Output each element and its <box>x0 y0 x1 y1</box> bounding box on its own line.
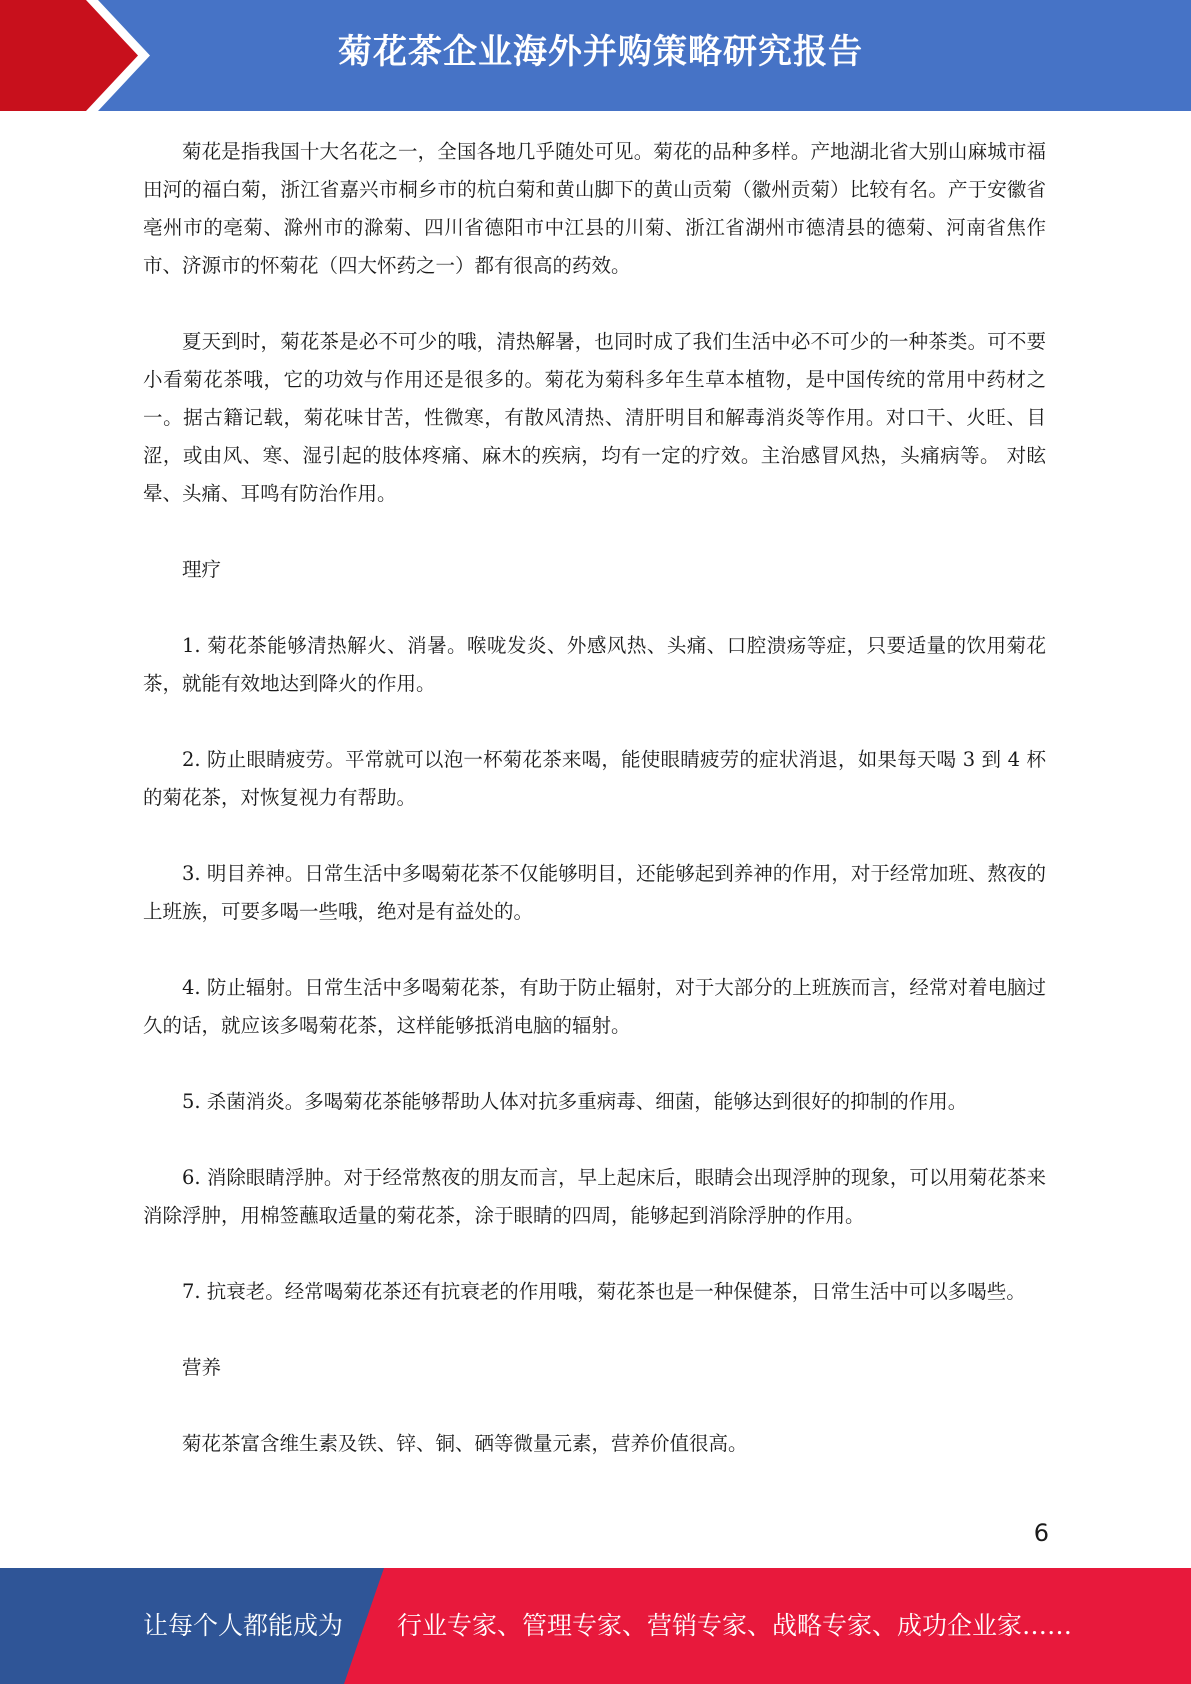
paragraph-summer: 夏天到时，菊花茶是必不可少的哦，清热解暑，也同时成了我们生活中必不可少的一种茶类。可不要小看菊花茶哦，它的功效与作用还是很多的。菊花为菊科多年生草本植物，是中国传统的常用中药材之一。据古籍记载，菊花味甘苦，性微寒，有散风清热、清肝明目和解毒消炎等作用。对口干、火旺、目涩，或由风、寒、湿引起的肢体疼痛、麻木的疾病，均有一定的疗效。主治感冒风热，头痛病等。 对眩晕、头痛、耳鸣有防治作用。 <box>143 330 1046 505</box>
list-item-1: 1. 菊花茶能够清热解火、消暑。喉咙发炎、外感风热、头痛、口腔溃疡等症，只要适量的饮用菊花茶，就能有效地达到降火的作用。 <box>143 634 1046 695</box>
document-body <box>143 133 1046 1501</box>
paragraph-intro: 菊花是指我国十大名花之一，全国各地几乎随处可见。菊花的品种多样。产地湖北省大别山麻城市福田河的福白菊，浙江省嘉兴市桐乡市的杭白菊和黄山脚下的黄山贡菊（徽州贡菊）比较有名。产于安徽省亳州市的亳菊、滁州市的滁菊、四川省德阳市中江县的川菊、浙江省湖州市德清县的德菊、河南省焦作市、济源市的怀菊花（四大怀药之一）都有很高的药效。 <box>143 140 1046 277</box>
section-heading-nutrition: 营养 <box>182 1356 222 1379</box>
paragraph-nutrition: 菊花茶富含维生素及铁、锌、铜、硒等微量元素，营养价值很高。 <box>182 1432 748 1455</box>
footer-band <box>0 1568 1191 1684</box>
footer-slogan-left: 让每个人都能成为 <box>143 1611 344 1640</box>
list-item-2: 2. 防止眼睛疲劳。平常就可以泡一杯菊花茶来喝，能使眼睛疲劳的症状消退，如果每天喝 3 到 4 杯的菊花茶，对恢复视力有帮助。 <box>143 748 1046 809</box>
page-number: 6 <box>1033 1519 1049 1547</box>
footer-slogan-right: 行业专家、管理专家、营销专家、战略专家、成功企业家…… <box>397 1611 1073 1640</box>
list-item-3: 3. 明目养神。日常生活中多喝菊花茶不仅能够明目，还能够起到养神的作用，对于经常加班、熬夜的上班族，可要多喝一些哦，绝对是有益处的。 <box>143 862 1046 923</box>
list-item-6: 6. 消除眼睛浮肿。对于经常熬夜的朋友而言，早上起床后，眼睛会出现浮肿的现象，可以用菊花茶来消除浮肿，用棉签蘸取适量的菊花茶，涂于眼睛的四周，能够起到消除浮肿的作用。 <box>143 1166 1046 1227</box>
header-band <box>0 0 1191 111</box>
document-title: 菊花茶企业海外并购策略研究报告 <box>338 32 863 72</box>
list-item-5: 5. 杀菌消炎。多喝菊花茶能够帮助人体对抗多重病毒、细菌，能够达到很好的抑制的作用。 <box>182 1090 968 1113</box>
header-arrow-decoration <box>0 0 160 111</box>
list-item-4: 4. 防止辐射。日常生活中多喝菊花茶，有助于防止辐射，对于大部分的上班族而言，经常对着电脑过久的话，就应该多喝菊花茶，这样能够抵消电脑的辐射。 <box>143 976 1046 1037</box>
list-item-7: 7. 抗衰老。经常喝菊花茶还有抗衰老的作用哦，菊花茶也是一种保健茶，日常生活中可以多喝些。 <box>182 1280 1026 1303</box>
section-heading-therapy: 理疗 <box>182 558 222 581</box>
